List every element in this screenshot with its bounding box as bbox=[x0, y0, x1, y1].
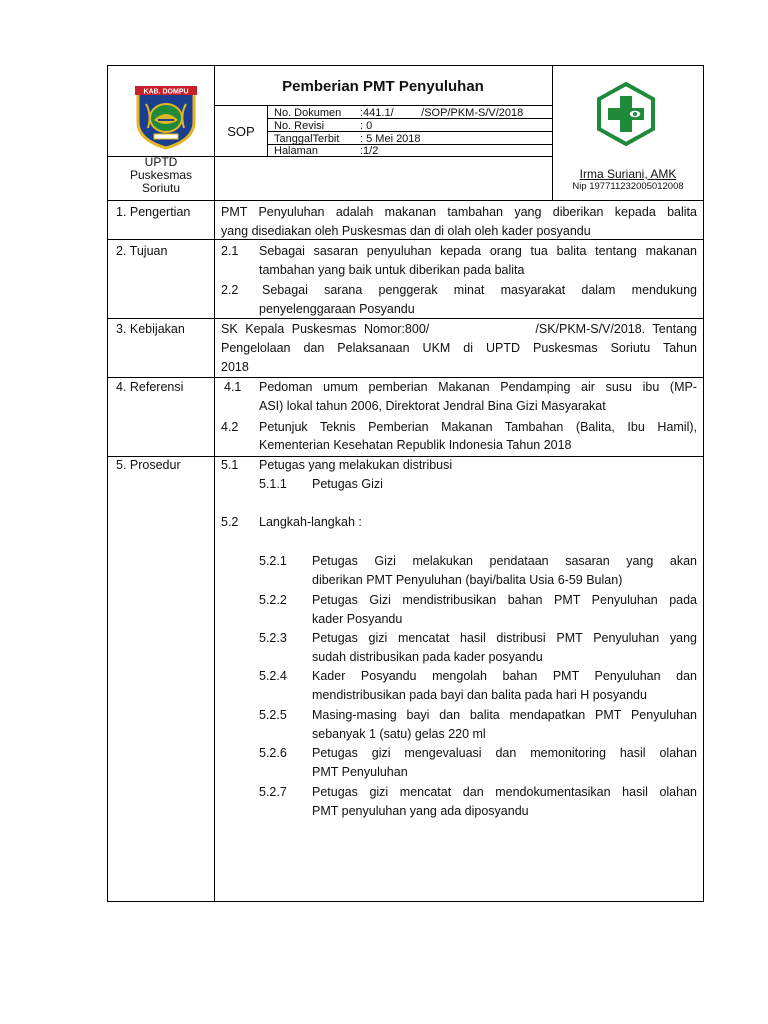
step-line: kader Posyandu bbox=[312, 612, 403, 626]
signatory-name-text: Irma Suriani, AMK bbox=[579, 167, 677, 181]
org-line: Soriutu bbox=[141, 181, 181, 195]
item-number: 2.1 bbox=[221, 244, 239, 258]
step-line: sebanyak 1 (satu) gelas 220 ml bbox=[312, 727, 486, 741]
item-number: 5.2 bbox=[221, 515, 239, 529]
section-label-tujuan: 2. Tujuan bbox=[116, 244, 168, 258]
signatory-nip: Nip 197711232005012008 bbox=[572, 181, 684, 192]
pengertian-line: yang disediakan oleh Puskesmas dan di olah oleh kader posyandu bbox=[221, 224, 591, 238]
referensi-line: ASI) lokal tahun 2006, Direktorat Jendral Bina Gizi Masyarakat bbox=[259, 399, 606, 413]
meta-value: :1/2 bbox=[360, 145, 379, 157]
meta-key: No. Revisi bbox=[274, 120, 325, 132]
org-line: Puskesmas bbox=[129, 168, 193, 182]
section-label-kebijakan: 3. Kebijakan bbox=[116, 322, 185, 336]
pengertian-line: PMT Penyuluhan adalah makanan tambahan yang diberikan kepada balita bbox=[221, 205, 697, 219]
sop-label: SOP bbox=[227, 124, 255, 139]
step-number: 5.2.4 bbox=[259, 669, 287, 683]
step-line: Petugas Gizi melakukan pendataan sasaran yang akan bbox=[312, 554, 697, 568]
item-number: 4.2 bbox=[221, 420, 239, 434]
column-divider bbox=[214, 65, 215, 902]
kebijakan-line: SK Kepala Puskesmas Nomor:800/ /SK/PKM-S/V/2018. Tentang bbox=[221, 322, 697, 336]
header-bottom-line bbox=[107, 200, 704, 201]
step-line: Petugas gizi mencatat hasil distribusi PMT Penyuluhan yang bbox=[312, 631, 697, 645]
meta-key: No. Dokumen bbox=[274, 107, 342, 119]
referensi-line: Kementerian Kesehatan Republik Indonesia Tahun 2018 bbox=[259, 438, 572, 452]
tujuan-line: penyelenggaraan Posyandu bbox=[259, 302, 415, 316]
tujuan-line: Sebagai sarana penggerak minat masyarakat dalam mendukung bbox=[262, 283, 697, 297]
prosedur-text: Petugas Gizi bbox=[312, 477, 383, 491]
step-number: 5.2.3 bbox=[259, 631, 287, 645]
prosedur-heading: Petugas yang melakukan distribusi bbox=[259, 458, 453, 472]
section-label-referensi: 4. Referensi bbox=[116, 380, 184, 394]
step-number: 5.2.5 bbox=[259, 708, 287, 722]
referensi-line: Petunjuk Teknis Pemberian Makanan Tambahan (Balita, Ibu Hamil), bbox=[259, 420, 697, 434]
puskesmas-logo bbox=[595, 82, 657, 146]
meta-value: : 0 bbox=[360, 120, 373, 132]
org-name bbox=[108, 156, 214, 195]
item-number: 5.1 bbox=[221, 458, 239, 472]
step-number: 5.2.7 bbox=[259, 785, 287, 799]
tujuan-line: Sebagai sasaran penyuluhan kepada orang tua balita tentang makanan bbox=[259, 244, 697, 258]
step-line: sudah distribusikan pada kader posyandu bbox=[312, 650, 543, 664]
step-line: Petugas gizi mencatat dan mendokumentasikan hasil olahan bbox=[312, 785, 697, 799]
section-label-prosedur: 5. Prosedur bbox=[116, 458, 181, 472]
meta-key: Halaman bbox=[274, 145, 319, 157]
kebijakan-line: 2018 bbox=[221, 360, 249, 374]
signatory-name bbox=[553, 167, 703, 181]
step-number: 5.2.2 bbox=[259, 593, 287, 607]
meta-value: :441.1/ /SOP/PKM-S/V/2018 bbox=[360, 107, 524, 119]
prosedur-heading: Langkah-langkah : bbox=[259, 515, 362, 529]
step-line: PMT penyuluhan yang ada diposyandu bbox=[312, 804, 529, 818]
document-title: Pemberian PMT Penyuluhan bbox=[282, 78, 484, 95]
step-line: PMT Penyuluhan bbox=[312, 765, 408, 779]
meta-key: TanggalTerbit bbox=[274, 133, 340, 145]
section-label-pengertian: 1. Pengertian bbox=[116, 205, 191, 219]
tujuan-line: tambahan yang baik untuk diberikan pada balita bbox=[259, 263, 525, 277]
step-line: mendistribusikan pada bayi dan balita pada hari H posyandu bbox=[312, 688, 647, 702]
step-line: Kader Posyandu mengolah bahan PMT Penyuluhan dan bbox=[312, 669, 697, 683]
svg-text:KAB. DOMPU: KAB. DOMPU bbox=[143, 88, 189, 96]
item-number: 2.2 bbox=[221, 283, 239, 297]
step-number: 5.2.6 bbox=[259, 746, 287, 760]
item-number: 4.1 bbox=[224, 380, 242, 394]
step-line: Masing-masing bayi dan balita mendapatkan PMT Penyuluhan bbox=[312, 708, 697, 722]
step-line: Petugas gizi mengevaluasi dan memonitoring hasil olahan bbox=[312, 746, 697, 760]
step-line: Petugas Gizi mendistribusikan bahan PMT Penyuluhan pada bbox=[312, 593, 697, 607]
referensi-line: Pedoman umum pemberian Makanan Pendamping air susu ibu (MP- bbox=[259, 380, 697, 394]
step-line: diberikan PMT Penyuluhan (bayi/balita Usia 6-59 Bulan) bbox=[312, 573, 623, 587]
title-divider bbox=[214, 105, 552, 106]
meta-value: : 5 Mei 2018 bbox=[360, 133, 421, 145]
item-number: 5.1.1 bbox=[259, 477, 287, 491]
kebijakan-line: Pengelolaan dan Pelaksanaan UKM di UPTD Puskesmas Soriutu Tahun bbox=[221, 341, 697, 355]
kab-dompu-logo bbox=[132, 84, 200, 150]
step-number: 5.2.1 bbox=[259, 554, 287, 568]
org-line: UPTD bbox=[144, 155, 178, 169]
